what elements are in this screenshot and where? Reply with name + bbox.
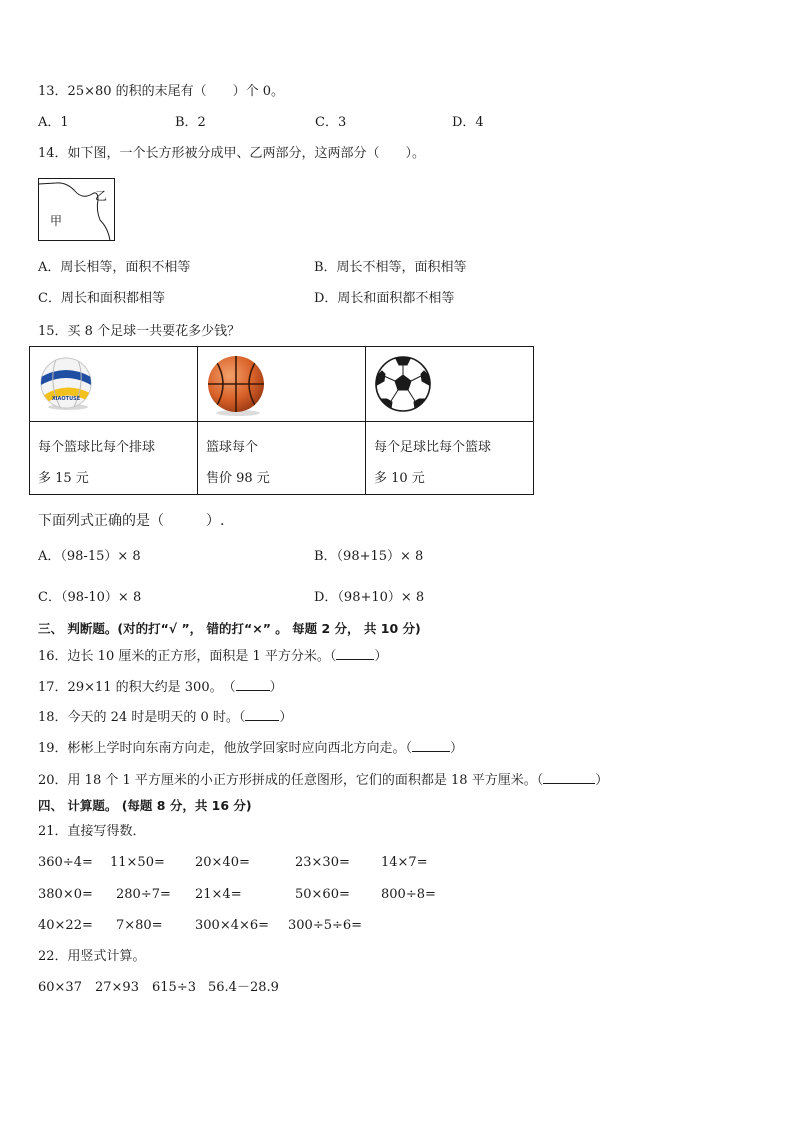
q14-option-c: C．周长和面积都相等: [38, 291, 165, 306]
q13-option-d: D．4: [452, 115, 484, 130]
q20-close: ）: [595, 773, 609, 788]
volleyball-info-line2: 多 15 元: [38, 471, 89, 486]
ball-price-table: [29, 346, 534, 495]
q19-text: 19．彬彬上学时向东南方向走，他放学回家时应向西北方向走。（: [38, 741, 413, 756]
calc-item: 300×4×6=: [195, 918, 270, 933]
q17-text: 17．29×11 的积大约是 300。 （: [38, 680, 236, 695]
q14-option-d: D．周长和面积都不相等: [314, 291, 455, 306]
q19-answer-blank[interactable]: [412, 739, 450, 752]
q15-option-a: A．（98-15）× 8: [38, 549, 141, 564]
q16-item: [38, 647, 387, 666]
q14-option-b: B．周长不相等，面积相等: [314, 260, 467, 275]
calc-item: 14×7=: [381, 855, 428, 870]
q16-answer-blank[interactable]: [336, 647, 374, 660]
q13-option-c: C．3: [315, 115, 347, 130]
basketball-icon: [206, 355, 268, 417]
volleyball-info-line1: 每个篮球比每个排球: [38, 440, 156, 455]
label-yi: 乙: [95, 189, 108, 203]
q18-answer-blank[interactable]: [245, 708, 279, 721]
q17-close: ）: [269, 680, 283, 695]
basketball-cell: [197, 347, 365, 422]
calc-item: 50×60=: [295, 887, 350, 902]
q15-option-d: D．（98+10）× 8: [314, 590, 425, 605]
basketball-info-cell: [197, 422, 365, 495]
soccer-info-line2: 多 10 元: [374, 471, 425, 486]
q14-option-a: A．周长相等，面积不相等: [38, 260, 191, 275]
q13-option-a: A．1: [38, 115, 69, 130]
q18-item: [38, 708, 292, 727]
calc-item: 380×0=: [38, 887, 93, 902]
q18-text: 18．今天的 24 时是明天的 0 时。（: [38, 710, 246, 725]
q21-text: 21．直接写得数．: [38, 824, 146, 839]
calc-item: 360÷4=: [38, 855, 93, 870]
q20-item: [38, 771, 608, 790]
section3-title: 三、 判断题。(对的打“√ ”， 错的打“×” 。 每题 2 分， 共 10 分): [38, 621, 421, 636]
volleyball-icon: [38, 355, 94, 411]
calc-item: 20×40=: [195, 855, 250, 870]
vertical-calc-item: 60×37: [38, 980, 82, 995]
volleyball-cell: [30, 347, 198, 422]
soccer-ball-cell: [366, 347, 534, 422]
q15-option-b: B．（98+15）× 8: [314, 549, 424, 564]
q17-item: [38, 678, 283, 697]
calc-item: 800÷8=: [381, 887, 436, 902]
calc-item: 7×80=: [116, 918, 163, 933]
calc-item: 40×22=: [38, 918, 93, 933]
q22-text: 22．用竖式计算。: [38, 949, 146, 964]
q20-text: 20．用 18 个 1 平方厘米的小正方形拼成的任意图形，它们的面积都是 18 平方厘米。（: [38, 773, 544, 788]
calc-item: 11×50=: [110, 855, 165, 870]
q14-text: 14．如下图，一个长方形被分成甲、乙两部分，这两部分（ ）。: [38, 146, 426, 161]
soccer-info-cell: [366, 422, 534, 495]
q15-option-c: C．（98-10）× 8: [38, 590, 142, 605]
divided-rectangle-figure: [38, 178, 116, 242]
q20-answer-blank[interactable]: [543, 771, 595, 784]
q18-close: ）: [279, 710, 293, 725]
q17-answer-blank[interactable]: [236, 678, 270, 691]
vertical-calc-item: 615÷3: [152, 980, 196, 995]
basketball-info-line1: 篮球每个: [205, 440, 258, 455]
soccer-info-line1: 每个足球比每个篮球: [374, 440, 492, 455]
calc-item: 280÷7=: [116, 887, 171, 902]
q19-close: ）: [450, 741, 464, 756]
vertical-calc-item: 56.4－28.9: [208, 980, 279, 995]
calc-item: 300÷5÷6=: [288, 918, 363, 933]
q19-item: [38, 739, 463, 758]
calc-item: 23×30=: [295, 855, 350, 870]
q16-text: 16．边长 10 厘米的正方形，面积是 1 平方分米。（: [38, 649, 337, 664]
basketball-info-line2: 售价 98 元: [205, 471, 270, 486]
soccer-ball-icon: [374, 355, 432, 413]
calc-item: 21×4=: [195, 887, 242, 902]
q15-text: 15．买 8 个足球一共要花多少钱？: [38, 324, 241, 339]
q15-prompt: 下面列式正确的是（ ）.: [38, 513, 225, 529]
volleyball-brand-text: XIAOTUSE: [51, 396, 81, 402]
q13-text: 13．25×80 的积的末尾有（ ）个 0。: [38, 84, 285, 99]
vertical-calc-item: 27×93: [95, 980, 139, 995]
q16-close: ）: [374, 649, 388, 664]
volleyball-info-cell: [30, 422, 198, 495]
section4-title: 四、 计算题。 (每题 8 分，共 16 分): [38, 798, 252, 813]
label-jia: 甲: [50, 214, 63, 228]
q13-option-b: B．2: [175, 115, 206, 130]
